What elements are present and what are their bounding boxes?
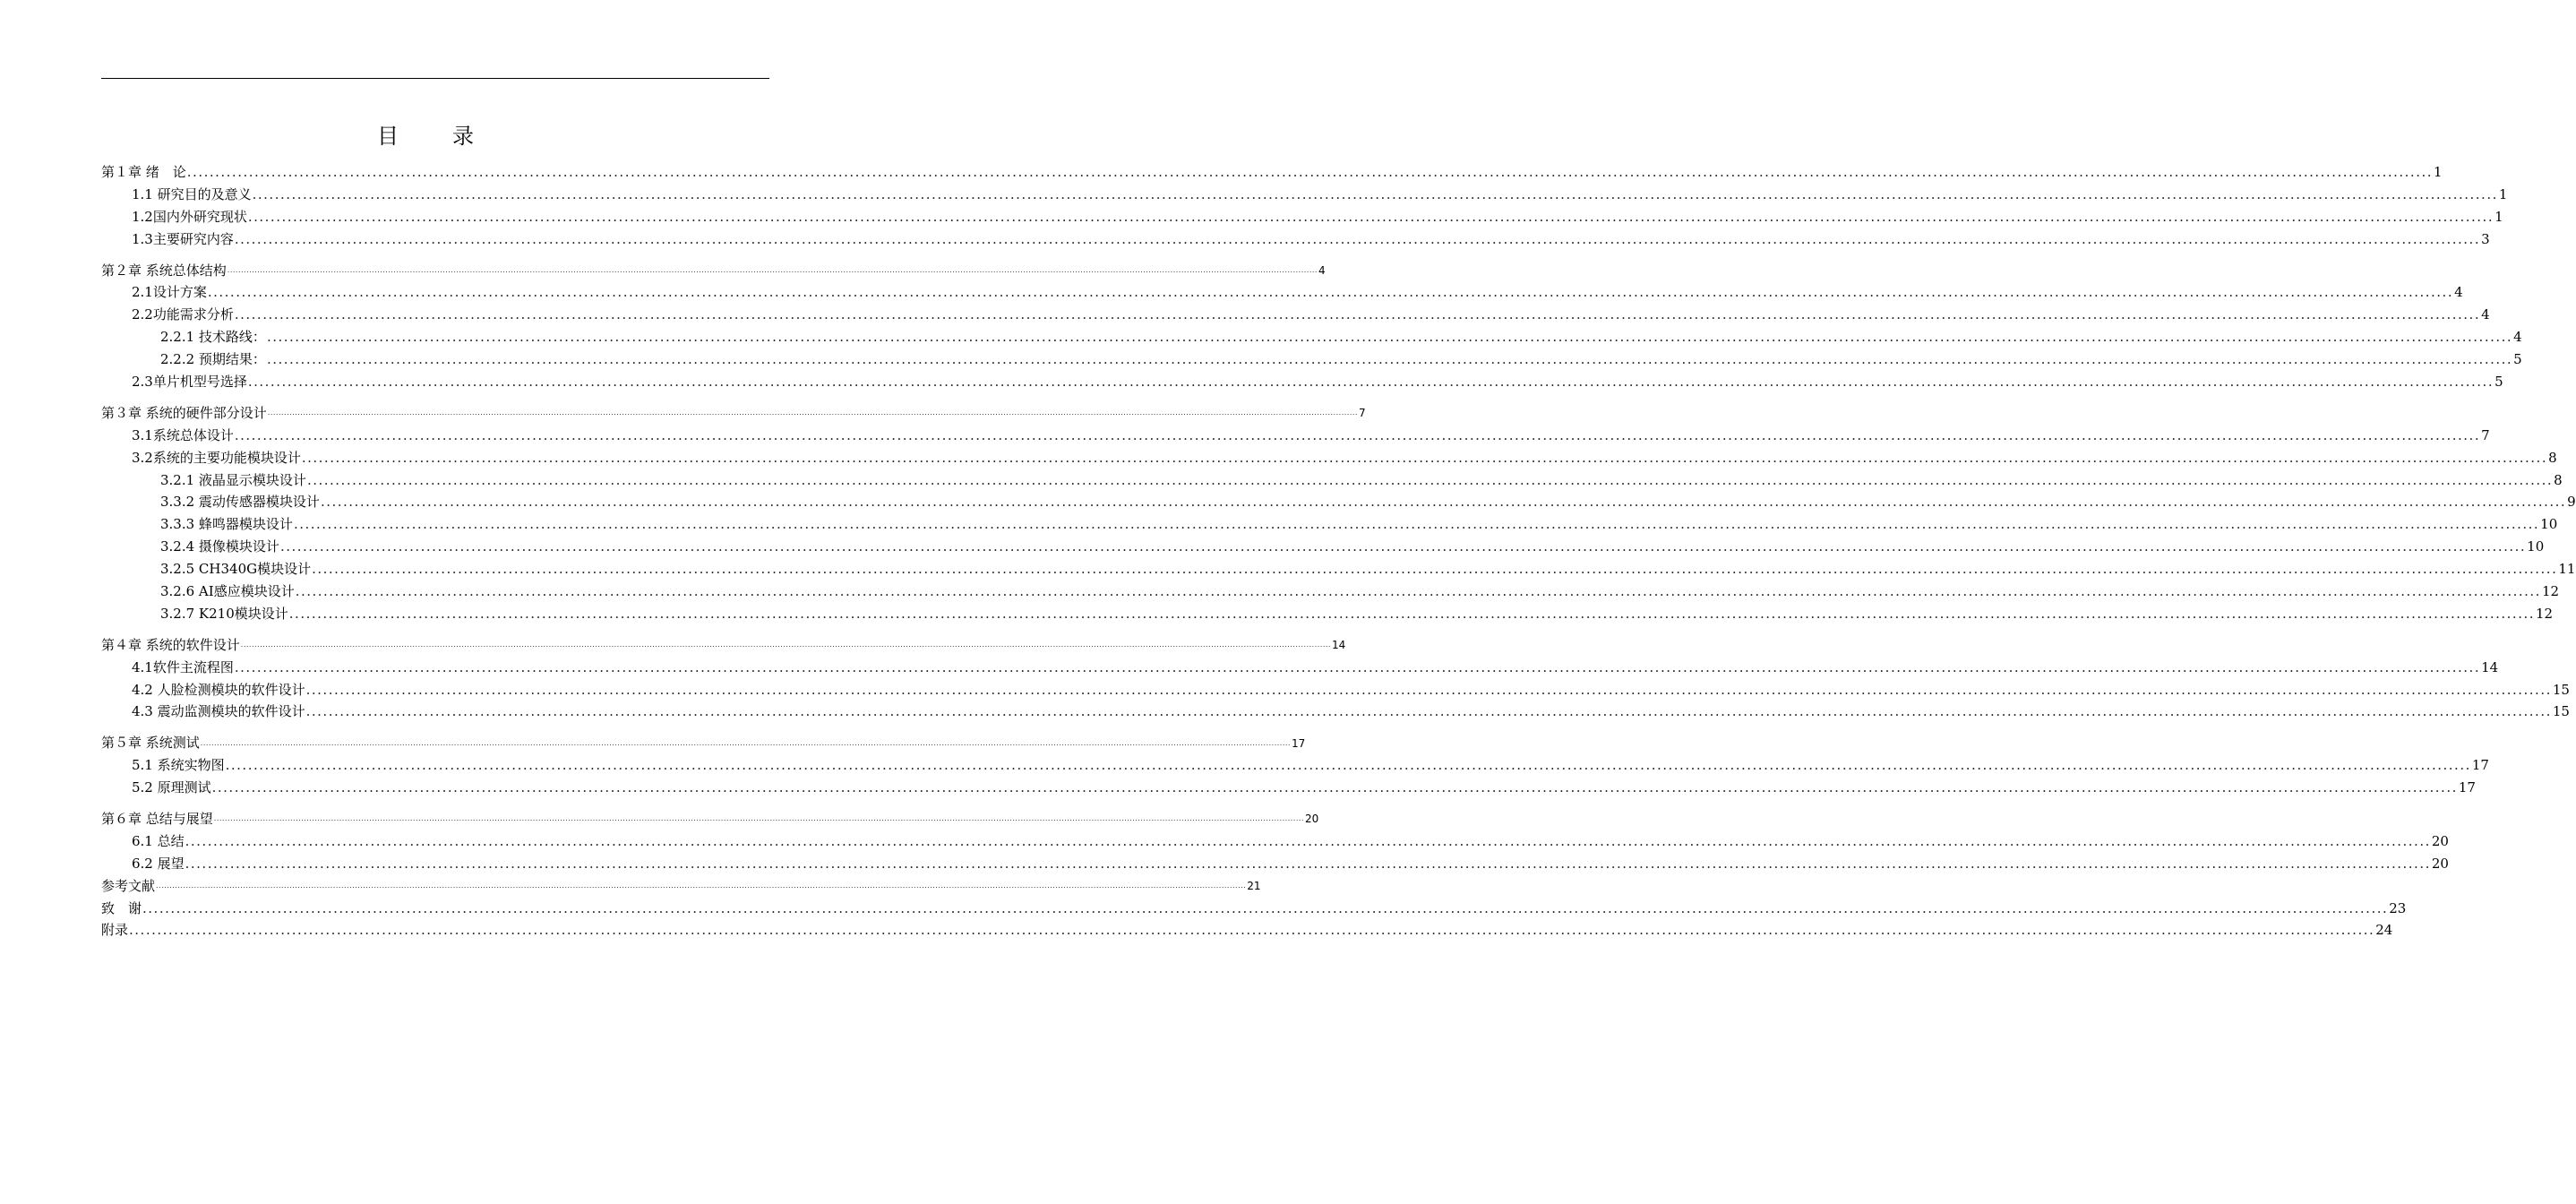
toc-entry[interactable] — [101, 558, 2576, 580]
toc-leader-dots: ................................................................................................................................................................................................................................................................................................................................................................................................................ — [200, 738, 1291, 747]
toc-page-number: 20 — [2431, 832, 2449, 849]
toc-leader-dots: ................................................................................................................................................................................................................................................................................................................................................................................................................ — [305, 703, 2552, 720]
toc-entry-label: 1.1 研究目的及意义 — [132, 185, 252, 202]
toc-entry[interactable] — [101, 657, 2499, 679]
toc-page-number: 14 — [2481, 658, 2499, 675]
toc-page-number: 4 — [2454, 284, 2463, 301]
toc-leader-dots: ................................................................................................................................................................................................................................................................................................................................................................................................................ — [185, 855, 2431, 872]
toc-page-number: 15 — [2552, 703, 2570, 720]
toc-leader-dots: ................................................................................................................................................................................................................................................................................................................................................................................................................ — [129, 922, 2375, 939]
toc-page-number: 4 — [1318, 264, 1326, 277]
toc-page-number: 8 — [2548, 449, 2557, 466]
toc-page-number: 10 — [2527, 538, 2545, 555]
toc-leader-dots: ................................................................................................................................................................................................................................................................................................................................................................................................................ — [213, 814, 1304, 823]
toc-entry[interactable] — [101, 853, 2449, 875]
toc-page-number: 20 — [1304, 813, 1319, 826]
toc-page-number: 8 — [2554, 471, 2563, 488]
toc-page-number: 5 — [2513, 351, 2522, 368]
toc-entry-label: 1.3主要研究内容 — [132, 230, 234, 247]
toc-entry[interactable] — [101, 513, 2558, 536]
toc-entry-label: 2.3单片机型号选择 — [132, 373, 247, 390]
toc-leader-dots: ................................................................................................................................................................................................................................................................................................................................................................................................................ — [252, 185, 2498, 202]
toc-entry[interactable] — [101, 580, 2560, 603]
toc-entry-label: 4.2 人脸检测模块的软件设计 — [132, 681, 305, 698]
toc-page-number: 24 — [2375, 922, 2393, 939]
toc-entry[interactable] — [101, 808, 1319, 830]
toc-entry-label: 第３章 系统的硬件部分设计 — [101, 404, 267, 421]
toc-entry-label: 附录 — [101, 922, 129, 939]
toc-page-number: 9 — [2567, 494, 2576, 511]
toc-entry-label: 3.2.6 AI感应模块设计 — [160, 582, 295, 599]
toc-leader-dots: ................................................................................................................................................................................................................................................................................................................................................................................................................ — [306, 471, 2554, 488]
toc-entry-label: 2.2.1 技术路线： — [160, 329, 266, 346]
toc-entry[interactable] — [101, 898, 2407, 920]
toc-entry[interactable] — [101, 228, 2490, 251]
toc-leader-dots: ................................................................................................................................................................................................................................................................................................................................................................................................................ — [207, 284, 2454, 301]
toc-page-number: 15 — [2552, 681, 2570, 698]
toc-leader-dots: ................................................................................................................................................................................................................................................................................................................................................................................................................ — [247, 373, 2494, 390]
toc-entry[interactable] — [101, 536, 2545, 558]
table-of-contents — [101, 161, 2576, 942]
toc-leader-dots: ................................................................................................................................................................................................................................................................................................................................................................................................................ — [312, 561, 2558, 578]
toc-leader-dots: ................................................................................................................................................................................................................................................................................................................................................................................................................ — [301, 449, 2548, 466]
toc-leader-dots: ................................................................................................................................................................................................................................................................................................................................................................................................................ — [267, 408, 1358, 417]
toc-entry-label: 3.2.1 液晶显示模块设计 — [160, 471, 306, 488]
toc-entry[interactable] — [101, 491, 2576, 513]
toc-leader-dots: ................................................................................................................................................................................................................................................................................................................................................................................................................ — [320, 494, 2567, 511]
toc-leader-dots: ................................................................................................................................................................................................................................................................................................................................................................................................................ — [225, 757, 2471, 774]
toc-entry-label: 参考文献 — [101, 877, 156, 894]
toc-entry-label: 3.2系统的主要功能模块设计 — [132, 449, 301, 466]
toc-page-number: 17 — [1291, 736, 1306, 750]
toc-entry-label: 4.1软件主流程图 — [132, 658, 234, 675]
toc-entry[interactable] — [101, 371, 2503, 393]
toc-leader-dots: ................................................................................................................................................................................................................................................................................................................................................................................................................ — [293, 516, 2540, 533]
toc-entry-label: 第５章 系统测试 — [101, 735, 200, 752]
toc-page-number: 10 — [2540, 516, 2558, 533]
toc-entry-label: 3.2.7 K210模块设计 — [160, 605, 288, 622]
toc-page-number: 17 — [2458, 779, 2476, 796]
toc-page-number: 23 — [2389, 899, 2407, 916]
toc-entry[interactable] — [101, 603, 2554, 625]
toc-title: 目 录 — [377, 124, 490, 149]
toc-entry[interactable] — [101, 425, 2490, 447]
toc-page-number: 1 — [2494, 208, 2503, 225]
toc-leader-dots: ................................................................................................................................................................................................................................................................................................................................................................................................................ — [227, 266, 1318, 274]
toc-entry-label: 3.2.5 CH340G模块设计 — [160, 561, 312, 578]
toc-leader-dots: ................................................................................................................................................................................................................................................................................................................................................................................................................ — [234, 306, 2481, 323]
toc-page-number: 17 — [2471, 757, 2489, 774]
toc-entry[interactable] — [101, 447, 2557, 469]
toc-leader-dots: ................................................................................................................................................................................................................................................................................................................................................................................................................ — [247, 208, 2494, 225]
toc-entry[interactable] — [101, 184, 2508, 206]
toc-leader-dots: ................................................................................................................................................................................................................................................................................................................................................................................................................ — [142, 899, 2389, 916]
toc-entry-label: 3.1系统总体设计 — [132, 426, 234, 443]
toc-leader-dots: ................................................................................................................................................................................................................................................................................................................................................................................................................ — [234, 230, 2481, 247]
toc-entry[interactable] — [101, 469, 2563, 492]
toc-entry-label: 5.2 原理测试 — [132, 779, 211, 796]
toc-entry-label: 第２章 系统总体结构 — [101, 262, 227, 279]
toc-entry-label: 3.3.2 震动传感器模块设计 — [160, 494, 320, 511]
toc-leader-dots: ................................................................................................................................................................................................................................................................................................................................................................................................................ — [186, 163, 2434, 180]
toc-entry[interactable] — [101, 326, 2522, 348]
toc-entry[interactable] — [101, 281, 2463, 304]
toc-entry[interactable] — [101, 875, 1261, 898]
toc-leader-dots: ................................................................................................................................................................................................................................................................................................................................................................................................................ — [234, 426, 2481, 443]
toc-entry[interactable] — [101, 260, 1326, 282]
toc-leader-dots: ................................................................................................................................................................................................................................................................................................................................................................................................................ — [279, 538, 2527, 555]
toc-leader-dots: ................................................................................................................................................................................................................................................................................................................................................................................................................ — [156, 882, 1247, 890]
toc-page-number: 5 — [2494, 373, 2503, 390]
toc-entry-label: 第４章 系统的软件设计 — [101, 636, 240, 653]
toc-page-number: 12 — [2536, 605, 2554, 622]
toc-entry[interactable] — [101, 732, 1306, 754]
toc-entry[interactable] — [101, 402, 1366, 425]
toc-entry[interactable] — [101, 920, 2393, 942]
toc-entry[interactable] — [101, 634, 1346, 657]
toc-page-number: 4 — [2481, 306, 2490, 323]
toc-entry-label: 第１章 绪 论 — [101, 163, 186, 180]
toc-entry-label: 致 谢 — [101, 899, 142, 916]
toc-entry[interactable] — [101, 679, 2570, 701]
toc-entry-label: 第６章 总结与展望 — [101, 810, 213, 827]
toc-leader-dots: ................................................................................................................................................................................................................................................................................................................................................................................................................ — [295, 582, 2541, 599]
toc-entry[interactable] — [101, 348, 2522, 371]
toc-page-number: 20 — [2431, 855, 2449, 872]
toc-entry[interactable] — [101, 754, 2489, 777]
toc-entry[interactable] — [101, 701, 2570, 723]
toc-page-number: 1 — [2498, 185, 2508, 202]
toc-entry-label: 2.1设计方案 — [132, 284, 207, 301]
toc-entry-label: 4.3 震动监测模块的软件设计 — [132, 703, 305, 720]
toc-entry-label: 1.2国内外研究现状 — [132, 208, 247, 225]
header-rule — [101, 78, 769, 79]
toc-page-number: 14 — [1331, 639, 1346, 652]
toc-leader-dots: ................................................................................................................................................................................................................................................................................................................................................................................................................ — [305, 681, 2552, 698]
toc-entry-label: 2.2功能需求分析 — [132, 306, 234, 323]
toc-entry-label: 3.2.4 摄像模块设计 — [160, 538, 279, 555]
toc-page-number: 11 — [2558, 561, 2576, 578]
toc-page-number: 7 — [2481, 426, 2490, 443]
toc-leader-dots: ................................................................................................................................................................................................................................................................................................................................................................................................................ — [234, 658, 2481, 675]
toc-page-number: 21 — [1247, 880, 1261, 893]
toc-page-number: 1 — [2434, 163, 2443, 180]
toc-page-number: 4 — [2513, 329, 2522, 346]
toc-entry-label: 6.2 展望 — [132, 855, 185, 872]
toc-leader-dots: ................................................................................................................................................................................................................................................................................................................................................................................................................ — [240, 641, 1331, 649]
toc-entry[interactable] — [101, 777, 2476, 799]
toc-entry-label: 2.2.2 预期结果： — [160, 351, 266, 368]
toc-entry[interactable] — [101, 206, 2503, 228]
toc-page-number: 3 — [2481, 230, 2490, 247]
toc-entry-label: 6.1 总结 — [132, 832, 185, 849]
toc-leader-dots: ................................................................................................................................................................................................................................................................................................................................................................................................................ — [266, 329, 2513, 346]
toc-leader-dots: ................................................................................................................................................................................................................................................................................................................................................................................................................ — [185, 832, 2431, 849]
toc-entry[interactable] — [101, 830, 2449, 853]
toc-page-number: 12 — [2541, 582, 2560, 599]
toc-entry[interactable] — [101, 304, 2490, 326]
toc-leader-dots: ................................................................................................................................................................................................................................................................................................................................................................................................................ — [288, 605, 2536, 622]
toc-leader-dots: ................................................................................................................................................................................................................................................................................................................................................................................................................ — [266, 351, 2513, 368]
toc-entry-label: 3.3.3 蜂鸣器模块设计 — [160, 516, 293, 533]
toc-entry-label: 5.1 系统实物图 — [132, 757, 225, 774]
toc-entry[interactable] — [101, 161, 2443, 184]
toc-leader-dots: ................................................................................................................................................................................................................................................................................................................................................................................................................ — [211, 779, 2458, 796]
toc-page-number: 7 — [1358, 407, 1366, 420]
